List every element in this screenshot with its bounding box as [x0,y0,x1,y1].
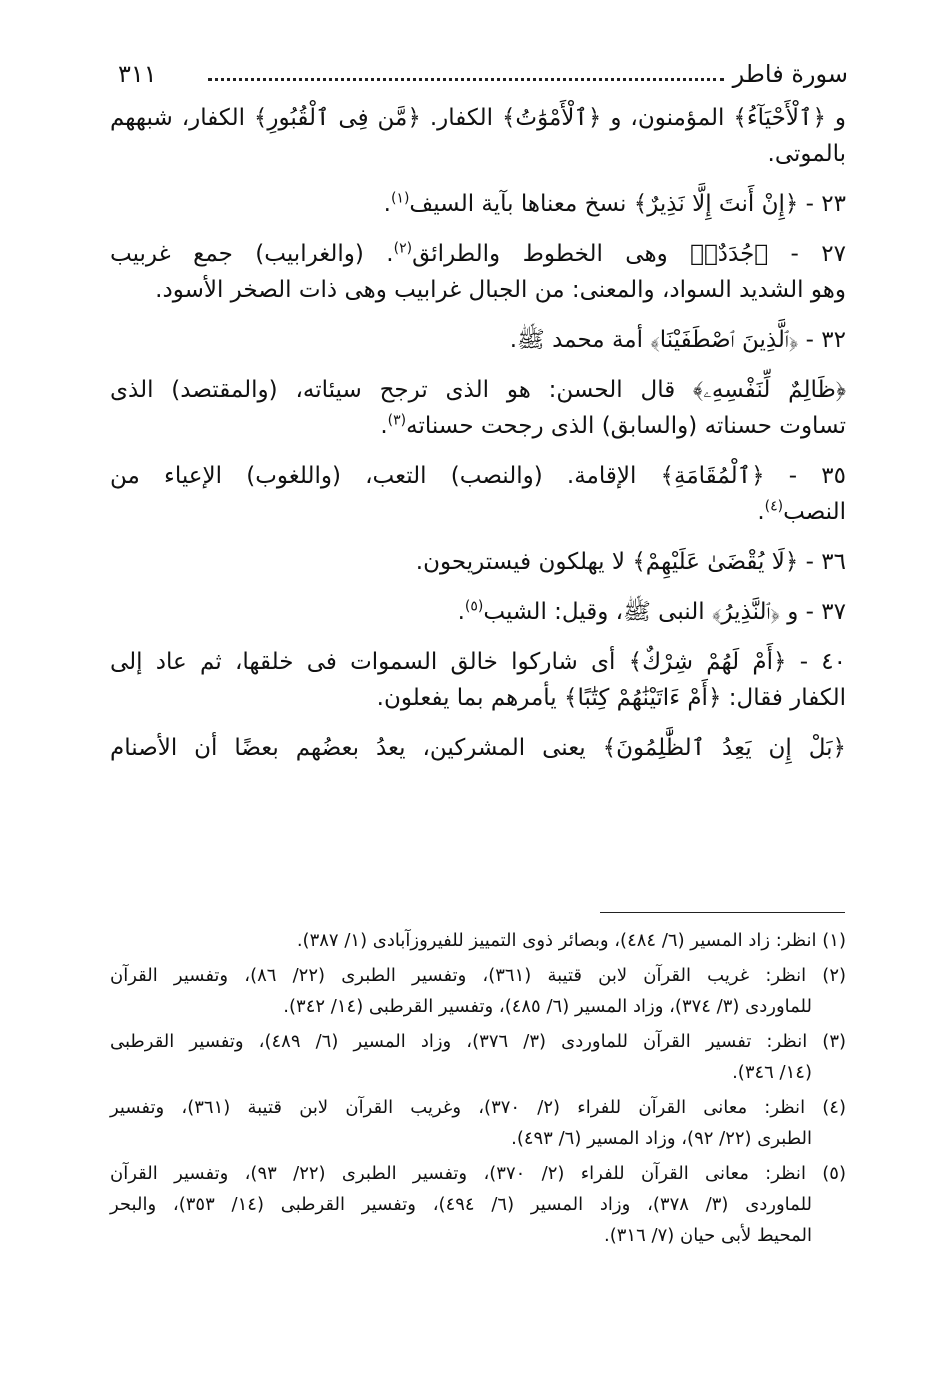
paragraph-2 [110,186,846,222]
paragraph-7 [110,544,846,580]
paragraph-6 [110,458,846,530]
text-line: ٣٢ - ﴿ٱلَّذِينَ ٱصْطَفَيْنَا﴾ أمة محمد ﷺ. [509,327,846,353]
footnote-line: (٥) انظر: معانى القرآن للفراء (٢/ ٣٧٠)، وتفسير الطبرى (٢٢/ ٩٣)، وتفسير القرآن [110,1163,846,1184]
footnote-line: (٤) انظر: معانى القرآن للفراء (٢/ ٣٧٠)، وغريب القرآن لابن قتيبة (٣٦١)، وتفسير [110,1097,846,1118]
paragraph-3 [110,236,846,308]
text-line: ﴿ظَالِمٌ لِّنَفْسِهِۦ﴾ قال الحسن: هو الذى ترجح سيئاته، (والمقتصد) الذى [110,377,846,403]
text-line: ٣٦ - ﴿لَا يُقْضَىٰ عَلَيْهِمْ﴾ لا يهلكون فيستريحون. [415,549,846,575]
footnote-line: الطبرى (٢٢/ ٩٢)، وزاد المسير (٦/ ٤٩٣). [511,1128,812,1149]
footnotes [110,925,846,1255]
footnote-4 [110,1092,846,1154]
text-line: ٣٧ - و ﴿ٱلنَّذِيرُ﴾ النبى ﷺ، وقيل: الشيب$^{(٥)}$. [457,598,846,625]
footnote-line: (٢) انظر: غريب القرآن لابن قتيبة (٣٦١)، وتفسير الطبرى (٢٢/ ٨٦)، وتفسير القرآن [110,965,847,986]
text-line: النصب$^{(٤)}$. [757,498,846,525]
footnote-line: (٣) انظر: تفسير القرآن للماوردى (٣/ ٣٧٦)، وزاد المسير (٦/ ٤٨٩)، وتفسير القرطبى [110,1031,847,1052]
footnote-line: للماوردى (٣/ ٣٧٨)، وزاد المسير (٦/ ٤٩٤)، وتفسير القرطبى (١٤/ ٣٥٣)، والبحر [110,1194,813,1215]
footnote-1 [110,925,846,956]
text-line: ﴿بَلْ إِن يَعِدُ ٱلظَّٰلِمُونَ﴾ يعنى المشركين، يعدُ بعضُهم بعضًا أن الأصنام [110,735,846,761]
text-line: ٢٣ - ﴿إِنْ أَنتَ إِلَّا نَذِيرٌ﴾ نسخ معناها بآية السيف$^{(١)}$. [383,190,846,217]
header-dotted-leader [208,78,724,81]
text-line: وهو الشديد السواد، والمعنى: من الجبال غرابيب وهى ذات الصخر الأسود. [155,277,846,303]
text-line: ٣٥ - ﴿ٱلْمُقَامَةِ﴾ الإقامة. (والنصب) التعب، (واللغوب) الإعياء من [110,463,846,489]
text-line: ٤٠ - ﴿أَمْ لَهُمْ شِرْكٌ﴾ أى شاركوا خالق السموات فى خلقها، ثم عاد إلى [110,649,846,675]
paragraph-5 [110,372,846,444]
footnote-3 [110,1026,846,1088]
paragraph-10 [110,730,846,766]
paragraph-9 [110,644,846,716]
footnote-5 [110,1158,846,1251]
surah-title: سورة فاطر [732,60,848,88]
footnote-line: (١) انظر: زاد المسير (٦/ ٤٨٤)، وبصائر ذوى التمييز للفيروزآبادى (١/ ٣٨٧). [296,930,846,951]
footnote-2 [110,960,846,1022]
main-text [110,100,846,780]
text-line: الكفار فقال: ﴿أَمْ ءَاتَيْنَٰهُمْ كِتَٰبًا﴾ يأمرهم بما يفعلون. [376,685,846,711]
footnote-separator [600,912,845,913]
paragraph-1 [110,100,846,172]
text-line: تساوت حسناته (والسابق) الذى رجحت حسناته$^{(٣)}$. [380,412,846,439]
paragraph-8 [110,594,846,630]
text-line: بالموتى. [767,141,846,167]
paragraph-4 [110,322,846,358]
footnote-line: للماوردى (٣/ ٣٧٤)، وزاد المسير (٦/ ٤٨٥)، وتفسير القرطبى (١٤/ ٣٤٢). [283,996,812,1017]
text-line: و ﴿ٱلْأَحْيَآءُ﴾ المؤمنون، و ﴿ٱلْأَمْوَٰتُ﴾ الكفار. ﴿مَّن فِى ٱلْقُبُورِ﴾ الكفار، شبههم [110,105,846,131]
footnote-line: المحيط لأبى حيان (٧/ ٣١٦). [604,1225,812,1246]
page-header [118,58,848,90]
footnote-line: (١٤/ ٣٤٦). [732,1062,812,1083]
page-number: ٣١١ [118,60,157,88]
text-line: ٢٧ - ﴿جُدَدٌۢ﴾ وهى الخطوط والطرائق$^{(٢)}$. (والغرابيب) جمع غربيب [110,240,847,267]
